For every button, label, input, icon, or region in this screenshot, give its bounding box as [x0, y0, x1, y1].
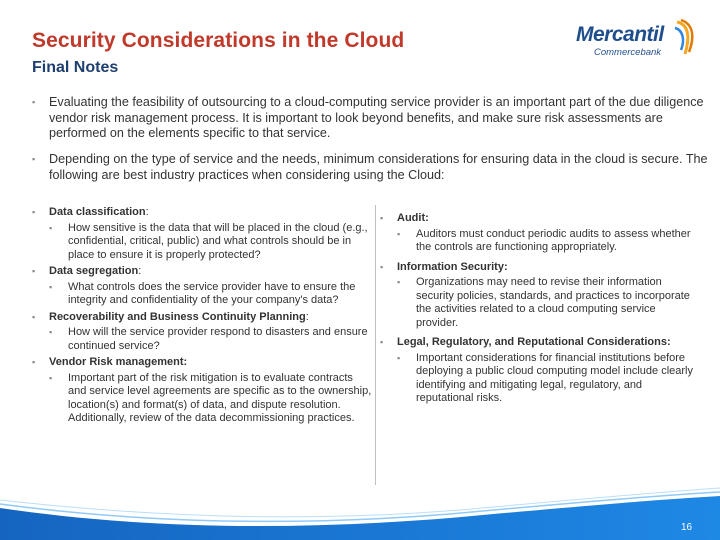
page-number: 16	[681, 522, 693, 533]
left-item	[32, 311, 372, 325]
right-subitem	[380, 352, 700, 406]
column-divider	[375, 205, 376, 485]
left-column	[32, 206, 372, 429]
sub-bullet-icon: ▪	[49, 281, 53, 292]
right-subitem	[380, 276, 700, 330]
bullet-icon: ▪	[32, 207, 36, 217]
intro-text-1: Evaluating the feasibility of outsourcing to a cloud-computing service provider is an important part of the due diligence vendor risk management process. It is important to look beyond benefits, and make sure risk assessments are performed on the elements specific to that service.	[49, 95, 704, 140]
sub-bullet-icon: ▪	[49, 327, 53, 337]
intro-bullet-1	[32, 95, 709, 142]
left-item-suffix: :	[138, 265, 142, 277]
left-item	[32, 356, 372, 370]
left-item-heading: Data segregation	[49, 265, 139, 277]
left-subitem-text: What controls does the service provider have to ensure the integrity and confidentiality of the your company's data?	[68, 280, 356, 306]
bullet-icon: ▪	[380, 337, 384, 347]
sub-bullet-icon: ▪	[49, 222, 53, 233]
right-column	[380, 212, 700, 409]
left-item-heading: Vendor Risk management:	[49, 356, 188, 368]
right-item	[380, 336, 700, 350]
intro-bullet-2	[32, 152, 709, 183]
left-subitem	[32, 281, 372, 308]
right-subitem	[380, 228, 700, 255]
left-subitem	[32, 372, 372, 426]
right-item	[380, 212, 700, 226]
left-subitem	[32, 326, 372, 353]
right-subitem-text: Organizations may need to revise their information security policies, standards, and practices to incorporate the activities related to a cloud computing service provider.	[416, 276, 690, 329]
right-item-heading: Legal, Regulatory, and Reputational Considerations:	[397, 336, 671, 348]
mercantil-logo	[576, 18, 696, 64]
left-item-suffix: :	[145, 206, 149, 218]
bullet-icon: ▪	[380, 213, 384, 223]
bullet-icon: ▪	[32, 311, 36, 322]
left-subitem	[32, 222, 372, 263]
left-item-heading: Data classification	[49, 206, 146, 218]
bullet-icon: ▪	[32, 357, 36, 367]
bullet-icon: ▪	[32, 154, 36, 164]
right-item-heading: Audit:	[397, 212, 429, 224]
bullet-icon: ▪	[32, 97, 36, 107]
left-subitem-text: How will the service provider respond to disasters and ensure continued service?	[68, 326, 368, 352]
bullet-icon: ▪	[380, 261, 384, 272]
sub-bullet-icon: ▪	[397, 277, 401, 287]
right-subitem-text: Auditors must conduct periodic audits to assess whether the controls are functioning appropriately.	[416, 227, 691, 253]
right-item	[380, 261, 700, 275]
slide-title: Security Considerations in the Cloud	[32, 29, 405, 52]
sub-bullet-icon: ▪	[397, 352, 401, 363]
left-subitem-text: Important part of the risk mitigation is to evaluate contracts and service level agreements are specific as to the ownership, location(s) and format(s) of data, and dispute resolution. Additionally, review of the data decommissioning practices.	[68, 371, 372, 424]
right-item-heading: Information Security:	[397, 260, 508, 273]
left-subitem-text: How sensitive is the data that will be placed in the cloud (e.g., confidential, critical, public) and what controls should be in place to ensure it is properly protected?	[68, 221, 368, 261]
logo-swoosh-icon	[671, 18, 697, 58]
left-item	[32, 206, 372, 220]
footer-wave	[0, 478, 720, 540]
intro-text-2: Depending on the type of service and the needs, minimum considerations for ensuring data in the cloud is secure. The following are best industry practices when considering using the Cloud:	[49, 152, 708, 182]
right-subitem-text: Important considerations for financial institutions before deploying a public cloud computing model include clearly identifying and mitigating legal, regulatory, and reputational risks.	[416, 351, 693, 404]
bullet-icon: ▪	[32, 266, 36, 276]
logo-subtext: Commercebank	[594, 47, 662, 58]
left-item-suffix: :	[305, 310, 309, 323]
left-item	[32, 265, 372, 279]
sub-bullet-icon: ▪	[49, 372, 53, 383]
left-item-heading: Recoverability and Business Continuity Planning	[49, 310, 306, 323]
slide-subtitle: Final Notes	[32, 59, 119, 76]
logo-wordmark: Mercantil	[576, 23, 664, 46]
sub-bullet-icon: ▪	[397, 228, 401, 239]
